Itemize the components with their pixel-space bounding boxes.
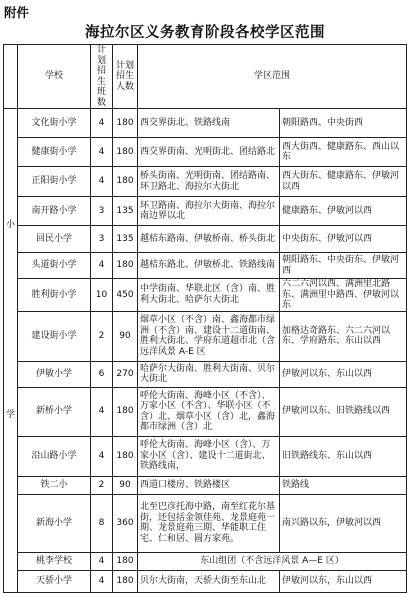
table-row	[4, 494, 407, 552]
planned-classes-cell: 3	[91, 197, 113, 226]
zone-boundary-cell: 哈萨尔大街南、胜利大街南、贝尔大街北	[138, 361, 280, 387]
header-zone: 学区范围	[138, 45, 407, 109]
zone-side-cell: 西大街西、健康路东、西山以东	[280, 138, 407, 167]
zone-side-cell: 伊敏河以东，东山以西	[280, 570, 407, 592]
school-name-cell: 桃李学校	[18, 552, 91, 570]
planned-students-cell: 180	[113, 436, 138, 476]
school-name-cell: 伊敏小学	[18, 361, 91, 387]
school-name-cell: 沿山路小学	[18, 436, 91, 476]
zone-side-cell: 六二六河以西、满洲里北路东、满洲里中路西、伊敏河以东	[280, 279, 407, 312]
zone-side-cell: 西大街东、健康路东、伊敏河以西	[280, 167, 407, 197]
zone-side-cell: 朝阳路西、中央街西	[280, 109, 407, 138]
zone-boundary-cell: 西交界街南、光明街北、团结路北	[138, 138, 280, 167]
zone-side-cell: 中央街东、伊敏河以西	[280, 226, 407, 253]
school-name-cell: 胜利街小学	[18, 279, 91, 312]
planned-classes-cell: 2	[91, 311, 113, 361]
school-name-cell: 天骄小学	[18, 570, 91, 592]
zone-range-cell: 东山组团（不含远洋风景 A—E 区）	[138, 552, 407, 570]
table-row	[4, 167, 407, 197]
planned-students-cell: 180	[113, 109, 138, 138]
table-row	[4, 109, 407, 138]
table-row	[4, 279, 407, 312]
header-planned-students: 计划招生人数	[113, 45, 138, 109]
planned-classes-cell: 4	[91, 552, 113, 570]
planned-students-cell: 135	[113, 197, 138, 226]
planned-classes-cell: 4	[91, 253, 113, 279]
attachment-label: 附件	[4, 5, 30, 20]
school-name-cell: 文化街小学	[18, 109, 91, 138]
table-row	[4, 197, 407, 226]
planned-students-cell: 450	[113, 279, 138, 312]
planned-classes-cell: 10	[91, 279, 113, 312]
zone-boundary-cell: 环卫路南、海拉尔大街南、海拉尔南边界以北	[138, 197, 280, 226]
zone-boundary-cell: 越桔东路北、伊敏桥北、铁路线南	[138, 253, 280, 279]
school-name-cell: 新海小学	[18, 494, 91, 552]
table-row	[4, 387, 407, 436]
zone-boundary-cell: 西道口楼房、铁路楼区	[138, 476, 280, 494]
zone-boundary-cell: 北至巴彦托海中路，南至红花尔基街，还包括金领佳苑、龙景庭苑一期、龙景庭苑三期、华能职工住宅、仁和居、圆方家苑。	[138, 494, 280, 552]
planned-classes-cell: 4	[91, 436, 113, 476]
planned-students-cell: 180	[113, 387, 138, 436]
table-header-row	[4, 45, 407, 109]
planned-classes-cell: 6	[91, 361, 113, 387]
school-level-cell	[4, 109, 18, 593]
school-level-char: 小	[6, 219, 16, 230]
table-row	[4, 253, 407, 279]
table-row	[4, 476, 407, 494]
zone-side-cell: 伊敏河以东、东山以西	[280, 361, 407, 387]
zone-side-cell: 朝阳路东、中央街东、伊敏河西	[280, 253, 407, 279]
header-school: 学校	[18, 45, 91, 109]
zone-boundary-cell: 西交界街北、铁路线南	[138, 109, 280, 138]
table-row	[4, 361, 407, 387]
zone-side-cell: 旧铁路线东、东山以西	[280, 436, 407, 476]
header-planned-classes: 计划招生班数	[91, 45, 113, 109]
table-row	[4, 311, 407, 361]
zone-side-cell: 铁路线	[280, 476, 407, 494]
school-level-char: 学	[6, 410, 16, 421]
zone-side-cell: 伊敏河以东、旧铁路线以西	[280, 387, 407, 436]
planned-classes-cell: 4	[91, 167, 113, 197]
table-row	[4, 552, 407, 570]
planned-students-cell: 180	[113, 167, 138, 197]
zone-boundary-cell: 中学街南、华联北区（含）南、胜利大街北、哈萨尔大街北	[138, 279, 280, 312]
planned-classes-cell: 2	[91, 476, 113, 494]
zone-boundary-cell: 贝尔大街南，天骄大街至东山北	[138, 570, 280, 592]
zone-boundary-cell: 呼伦大街南、海峰小区（不含）、万家小区（不含）、华联小区（不含）北、烟草小区（含）北，鑫海都市绿洲（含）北	[138, 387, 280, 436]
planned-classes-cell: 3	[91, 226, 113, 253]
planned-students-cell: 270	[113, 361, 138, 387]
zone-boundary-cell: 桥头街南、光明街南、团结路南、环卫路北、海拉尔大街北	[138, 167, 280, 197]
school-zone-table	[3, 44, 407, 593]
school-name-cell: 新桥小学	[18, 387, 91, 436]
planned-students-cell: 135	[113, 226, 138, 253]
table-row	[4, 570, 407, 592]
zone-side-cell: 加格达奇路东、六二六河以东、学府路东、东山以西	[280, 311, 407, 361]
table-row	[4, 436, 407, 476]
planned-students-cell: 180	[113, 552, 138, 570]
school-name-cell: 回民小学	[18, 226, 91, 253]
planned-students-cell: 90	[113, 311, 138, 361]
planned-classes-cell: 4	[91, 387, 113, 436]
planned-students-cell: 180	[113, 138, 138, 167]
school-name-cell: 正阳街小学	[18, 167, 91, 197]
school-name-cell: 健康街小学	[18, 138, 91, 167]
school-name-cell: 南开路小学	[18, 197, 91, 226]
planned-classes-cell: 4	[91, 570, 113, 592]
planned-students-cell: 90	[113, 476, 138, 494]
document-title: 海拉尔区义务教育阶段各校学区范围	[85, 25, 325, 41]
planned-students-cell: 180	[113, 570, 138, 592]
planned-classes-cell: 8	[91, 494, 113, 552]
zone-boundary-cell: 呼伦大街南、海峰小区（含）、万家小区（含）、建设十二道街北、铁路线南，	[138, 436, 280, 476]
school-name-cell: 铁二小	[18, 476, 91, 494]
school-name-cell: 头道街小学	[18, 253, 91, 279]
school-name-cell: 建设街小学	[18, 311, 91, 361]
table-row	[4, 138, 407, 167]
planned-students-cell: 360	[113, 494, 138, 552]
zone-boundary-cell: 烟草小区（不含）南、鑫海都市绿洲（不含）南、建设十二道街南、胜利大街北、学府东道超市北（含远洋风景 A-E 区	[138, 311, 280, 361]
zone-boundary-cell: 越桔东路南、伊敏桥南、桥头街北	[138, 226, 280, 253]
planned-classes-cell: 4	[91, 109, 113, 138]
zone-side-cell: 健康路东、伊敏河以西	[280, 197, 407, 226]
planned-students-cell: 180	[113, 253, 138, 279]
zone-side-cell: 南兴路以东，伊敏河以西	[280, 494, 407, 552]
table-row	[4, 226, 407, 253]
planned-classes-cell: 4	[91, 138, 113, 167]
header-level	[4, 45, 18, 109]
